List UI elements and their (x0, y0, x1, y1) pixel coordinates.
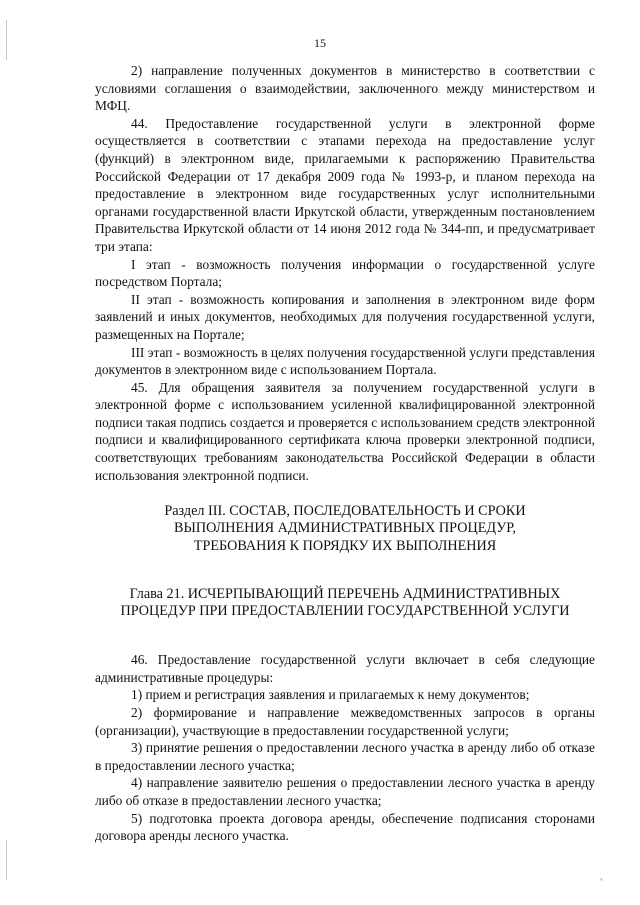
page-number: 15 (314, 36, 326, 50)
section-heading-line-3: ТРЕБОВАНИЯ К ПОРЯДКУ ИХ ВЫПОЛНЕНИЯ (193, 537, 497, 554)
procedure-item-4: 4) направление заявителю решения о предоставлении лесного участка в аренду либо об отказе в предоставлении лесного участка; (95, 775, 595, 809)
paragraph-stage-2: II этап - возможность копирования и заполнения в электронном виде форм заявлений и иных документов, необходимых для получения государственной услуги, размещенных на Портале; (95, 291, 595, 342)
paragraph-44: 44. Предоставление государственной услуги в электронной форме осуществляется в соответствии с этапами перехода на предоставление услуг (функций) в электронном виде, прилагаемыми к распоряжению Правительства Российской Федерации от 17 декабря 2009 года № 1993-р, и планом перехода на предоставление в электронном виде государственных услуг исполнительными органами государственной власти Иркутской области, утвержденным постановлением Правительства Иркутской области от 14 июня 2012 года № 344-пп, и предусматривает три этапа: (95, 115, 595, 254)
left-margin-scan-mark-lower (6, 840, 7, 880)
paragraph-stage-1: I этап - возможность получения информации о государственной услуге посредством Портала; (95, 256, 595, 290)
paragraph-46: 46. Предоставление государственной услуги включает в себя следующие административные процедуры: (95, 652, 595, 685)
paragraph-45: 45. Для обращения заявителя за получением государственной услуги в электронной форме с использованием усиленной квалифицированной электронной подписи такая подпись создается и проверяется с использованием средств электронной подписи и квалифицированного сертификата ключа проверки электронной подписи, соответствующих требованиям законодательства Российской Федерации в области использования электронной подписи. (95, 379, 595, 483)
chapter-heading-line-1: Глава 21. ИСЧЕРПЫВАЮЩИЙ ПЕРЕЧЕНЬ АДМИНИСТРАТИВНЫХ (129, 585, 561, 602)
chapter-heading-line-2: ПРОЦЕДУР ПРИ ПРЕДОСТАВЛЕНИИ ГОСУДАРСТВЕННОЙ УСЛУГИ (120, 603, 570, 620)
paragraph-stage-3: III этап - возможность в целях получения государственной услуги представления документов в электронном виде с использованием Портала. (95, 344, 595, 378)
corner-scan-mark: ' (600, 877, 602, 887)
chapter-heading (95, 586, 595, 620)
procedure-item-1: 1) прием и регистрация заявления и прилагаемых к нему документов; (131, 687, 530, 703)
procedure-item-3: 3) принятие решения о предоставлении лесного участка в аренду либо об отказе в предоставлении лесного участка; (95, 740, 595, 773)
document-body (95, 62, 595, 845)
procedure-item-5: 5) подготовка проекта договора аренды, обеспечение подписания сторонами договора аренды лесного участка. (95, 810, 595, 844)
paragraph-item-2: 2) направление полученных документов в министерство в соответствии с условиями соглашения о взаимодействии, заключенного между министерством и МФЦ. (95, 63, 595, 114)
procedure-item-2: 2) формирование и направление межведомственных запросов в органы (организации), участвующие в предоставлении государственной услуги; (95, 705, 595, 738)
section-heading-line-1: Раздел III. СОСТАВ, ПОСЛЕДОВАТЕЛЬНОСТЬ И СРОКИ (164, 503, 526, 520)
section-heading-line-2: ВЫПОЛНЕНИЯ АДМИНИСТРАТИВНЫХ ПРОЦЕДУР, (174, 520, 516, 537)
section-heading (95, 503, 595, 555)
